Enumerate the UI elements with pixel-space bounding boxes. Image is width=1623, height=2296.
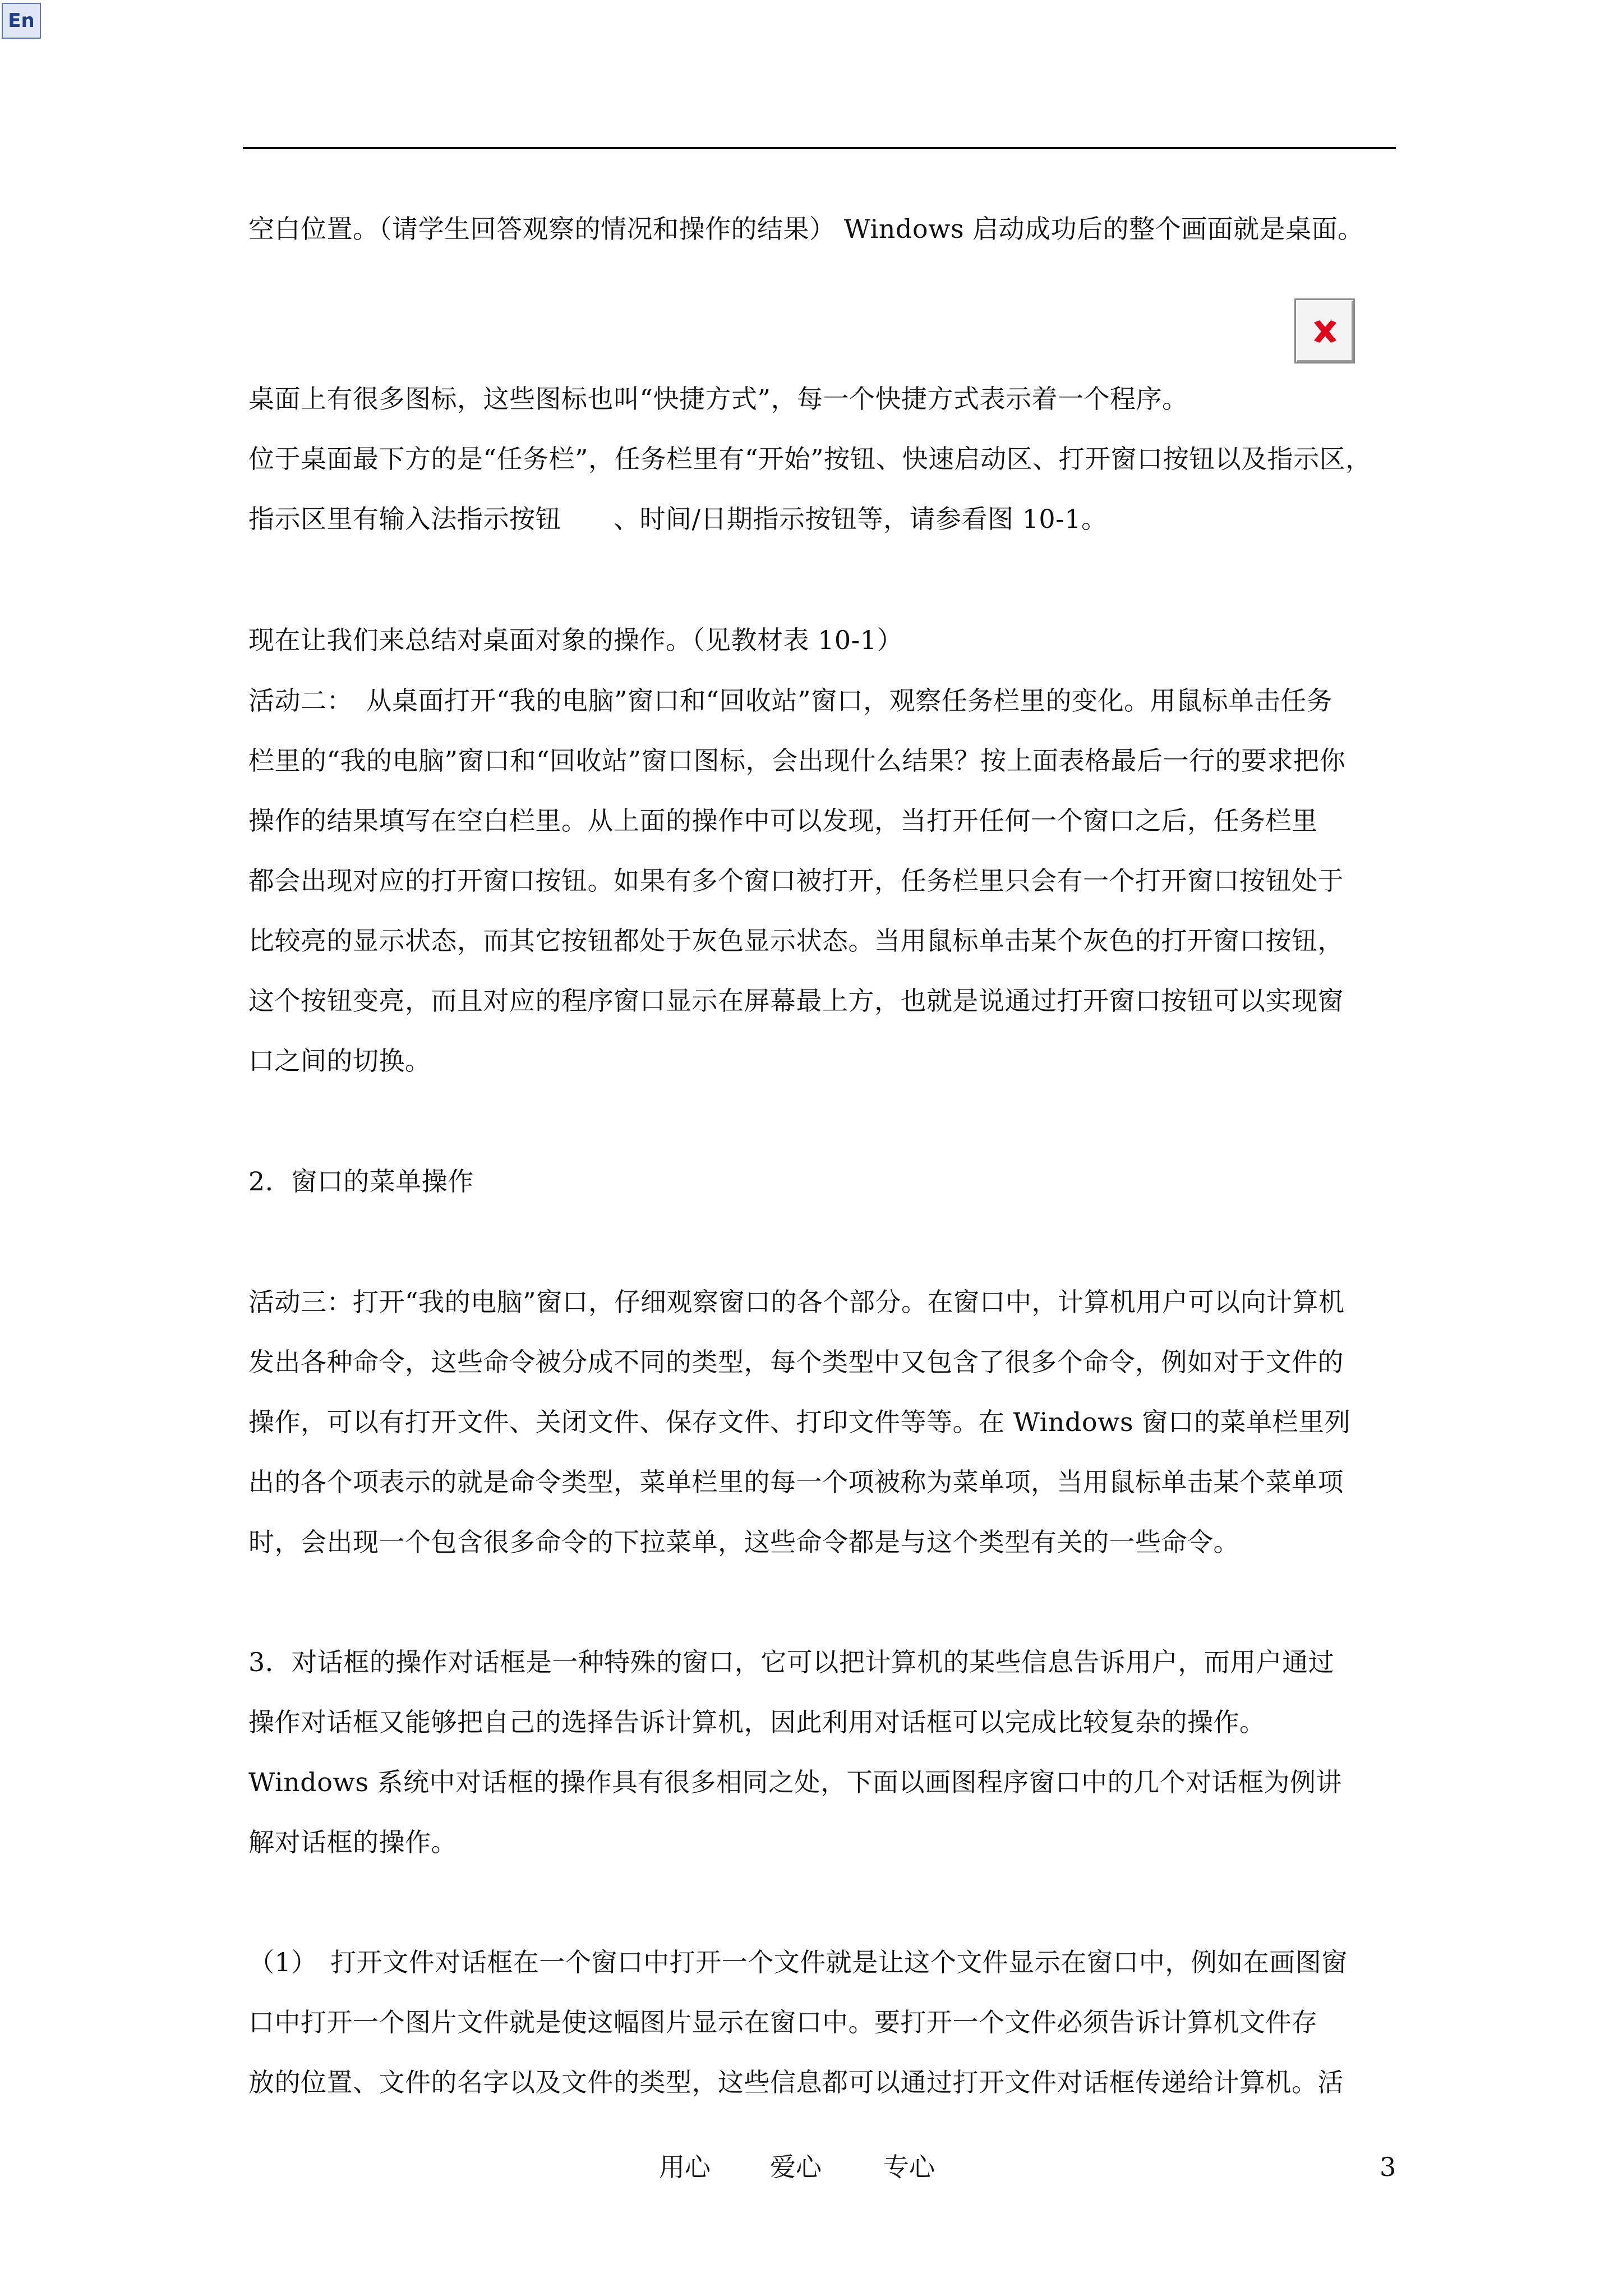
body-line: 出的各个项表示的就是命令类型，菜单栏里的每一个项被称为菜单项，当用鼠标单击某个菜单项 — [248, 1467, 1344, 1497]
body-line: 活动三：打开“我的电脑”窗口，仔细观察窗口的各个部分。在窗口中，计算机用户可以向计算机 — [248, 1287, 1345, 1317]
footer-motto: 爱心 — [770, 2152, 822, 2182]
body-line: 活动二： 从桌面打开“我的电脑”窗口和“回收站”窗口，观察任务栏里的变化。用鼠标单击任务 — [248, 685, 1333, 716]
body-line: 位于桌面最下方的是“任务栏”，任务栏里有“开始”按钮、快速启动区、打开窗口按钮以及指示区， — [248, 444, 1372, 474]
body-line: 都会出现对应的打开窗口按钮。如果有多个窗口被打开，任务栏里只会有一个打开窗口按钮处于 — [248, 866, 1344, 896]
body-line: 口中打开一个图片文件就是使这幅图片显示在窗口中。要打开一个文件必须告诉计算机文件存 — [248, 2007, 1318, 2037]
body-line: 操作对话框又能够把自己的选择告诉计算机，因此利用对话框可以完成比较复杂的操作。 — [248, 1707, 1266, 1737]
body-line: Windows 系统中对话框的操作具有很多相同之处，下面以画图程序窗口中的几个对话框为例讲 — [248, 1767, 1343, 1797]
body-line: 操作的结果填写在空白栏里。从上面的操作中可以发现，当打开任何一个窗口之后，任务栏里 — [248, 806, 1318, 836]
red-x-icon — [1311, 317, 1340, 346]
body-line: 桌面上有很多图标，这些图标也叫“快捷方式”，每一个快捷方式表示着一个程序。 — [248, 384, 1188, 414]
page-number: 3 — [1380, 2152, 1396, 2182]
body-line: 操作，可以有打开文件、关闭文件、保存文件、打印文件等等。在 Windows 窗口的菜单栏里列 — [248, 1407, 1351, 1437]
header-rule — [243, 147, 1396, 149]
body-line: 发出各种命令，这些命令被分成不同的类型，每个类型中又包含了很多个命令，例如对于文件的 — [248, 1347, 1344, 1377]
body-line: 栏里的“我的电脑”窗口和“回收站”窗口图标，会出现什么结果？按上面表格最后一行的要求把你 — [248, 746, 1346, 776]
body-line: 3．对话框的操作对话框是一种特殊的窗口，它可以把计算机的某些信息告诉用户，而用户通过 — [248, 1647, 1335, 1677]
body-line: 空白位置。（请学生回答观察的情况和操作的结果） Windows 启动成功后的整个画面就是桌面。 — [248, 214, 1364, 244]
body-line: 比较亮的显示状态，而其它按钮都处于灰色显示状态。当用鼠标单击某个灰色的打开窗口按钮， — [248, 926, 1344, 956]
broken-image-icon — [1294, 298, 1355, 364]
footer-motto: 用心 — [659, 2152, 711, 2182]
body-line: 时，会出现一个包含很多命令的下拉菜单，这些命令都是与这个类型有关的一些命令。 — [248, 1527, 1239, 1557]
footer-motto: 专心 — [883, 2152, 935, 2182]
body-line: 这个按钮变亮，而且对应的程序窗口显示在屏幕最上方，也就是说通过打开窗口按钮可以实现窗 — [248, 986, 1344, 1016]
body-line: 口之间的切换。 — [248, 1046, 431, 1076]
section-heading: 2．窗口的菜单操作 — [248, 1166, 474, 1197]
body-line: 现在让我们来总结对桌面对象的操作。（见教材表 10-1） — [248, 625, 903, 655]
body-line: 指示区里有输入法指示按钮 、时间/日期指示按钮等，请参看图 10-1。 — [248, 504, 1108, 534]
body-line: 放的位置、文件的名字以及文件的类型，这些信息都可以通过打开文件对话框传递给计算机。活 — [248, 2067, 1344, 2097]
language-indicator-icon[interactable]: En — [2, 3, 41, 39]
body-line: （1） 打开文件对话框在一个窗口中打开一个文件就是让这个文件显示在窗口中，例如在画图窗 — [248, 1947, 1348, 1977]
body-line: 解对话框的操作。 — [248, 1827, 457, 1857]
